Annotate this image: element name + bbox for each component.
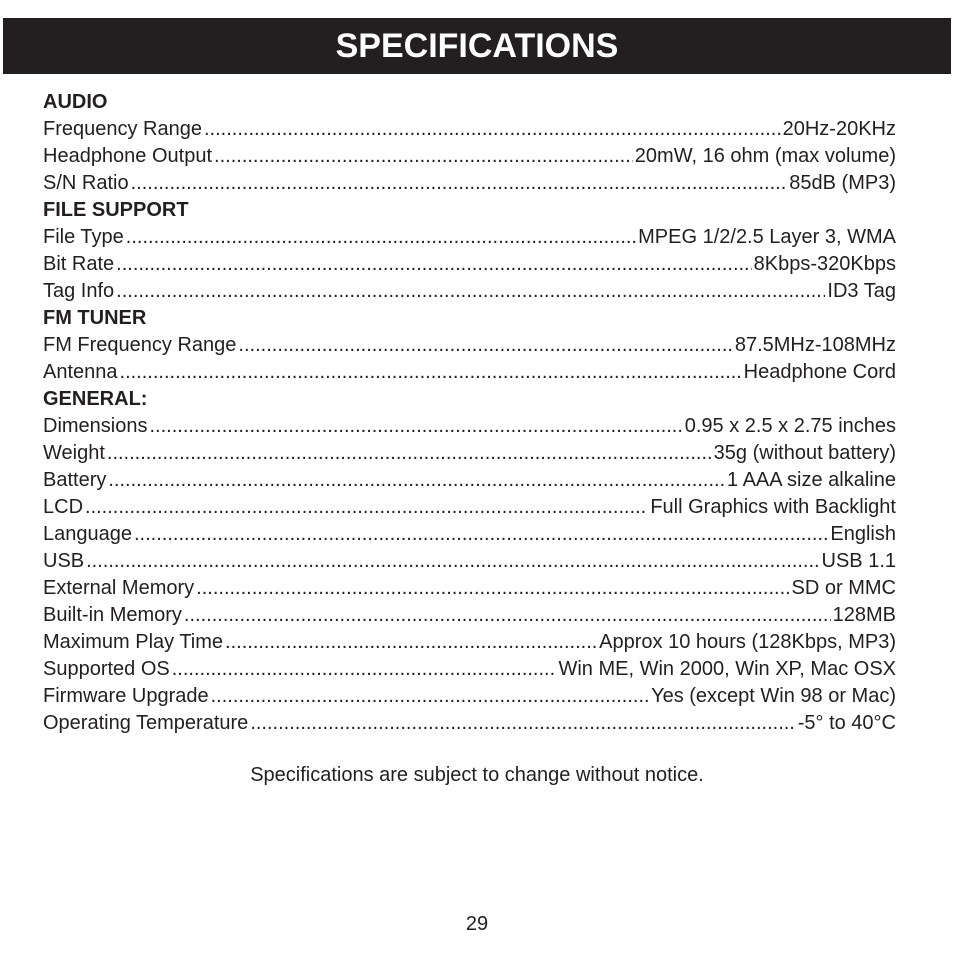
dot-leader — [225, 629, 597, 656]
spec-label: Maximum Play Time — [43, 631, 224, 653]
spec-label: LCD — [43, 496, 84, 518]
dot-leader — [196, 575, 789, 602]
spec-value: ID3 Tag — [827, 280, 896, 302]
dot-leader — [126, 224, 636, 251]
dot-leader — [172, 656, 557, 683]
spec-value: 35g (without battery) — [713, 442, 896, 464]
spec-value: 128MB — [832, 604, 896, 626]
spec-row — [43, 710, 896, 737]
spec-label: Battery — [43, 469, 107, 491]
section-heading-file-support: FILE SUPPORT — [43, 199, 189, 221]
spec-value: Approx 10 hours (128Kbps, MP3) — [599, 631, 896, 653]
spec-label: External Memory — [43, 577, 195, 599]
spec-row — [43, 467, 896, 494]
spec-label: Language — [43, 523, 132, 545]
spec-label: Antenna — [43, 361, 118, 383]
dot-leader — [214, 143, 633, 170]
spec-row — [43, 116, 896, 143]
spec-row — [43, 521, 896, 548]
dot-leader — [211, 683, 649, 710]
spec-value: 20Hz-20KHz — [782, 118, 896, 140]
dot-leader — [116, 278, 825, 305]
section-heading-fm-tuner: FM TUNER — [43, 307, 147, 329]
dot-leader — [184, 602, 831, 629]
spec-label: Headphone Output — [43, 145, 213, 167]
spec-value: Yes (except Win 98 or Mac) — [651, 685, 896, 707]
spec-row — [43, 602, 896, 629]
dot-leader — [250, 710, 795, 737]
spec-value: English — [830, 523, 896, 545]
dot-leader — [238, 332, 732, 359]
spec-row — [43, 683, 896, 710]
spec-label: Operating Temperature — [43, 712, 249, 734]
spec-row — [43, 413, 896, 440]
spec-row — [43, 278, 896, 305]
spec-row — [43, 629, 896, 656]
spec-row — [43, 548, 896, 575]
dot-leader — [134, 521, 828, 548]
dot-leader — [149, 413, 682, 440]
spec-value: 85dB (MP3) — [789, 172, 896, 194]
spec-row — [43, 332, 896, 359]
dot-leader — [86, 548, 819, 575]
spec-value: 0.95 x 2.5 x 2.75 inches — [684, 415, 896, 437]
change-notice: Specifications are subject to change without notice. — [250, 764, 704, 786]
spec-label: Built-in Memory — [43, 604, 182, 626]
section-heading-audio: AUDIO — [43, 91, 108, 113]
spec-row — [43, 359, 896, 386]
spec-value: 20mW, 16 ohm (max volume) — [634, 145, 896, 167]
spec-row — [43, 170, 896, 197]
spec-row — [43, 440, 896, 467]
page-number: 29 — [465, 913, 489, 935]
spec-value: Headphone Cord — [743, 361, 896, 383]
spec-row — [43, 656, 896, 683]
spec-row — [43, 224, 896, 251]
spec-label: Bit Rate — [43, 253, 115, 275]
spec-row — [43, 575, 896, 602]
spec-value: 1 AAA size alkaline — [727, 469, 896, 491]
spec-value: Full Graphics with Backlight — [650, 496, 896, 518]
spec-label: Dimensions — [43, 415, 148, 437]
dot-leader — [116, 251, 752, 278]
section-heading-general: GENERAL: — [43, 388, 148, 410]
dot-leader — [85, 494, 648, 521]
spec-value: MPEG 1/2/2.5 Layer 3, WMA — [638, 226, 896, 248]
spec-label: Weight — [43, 442, 105, 464]
spec-value: SD or MMC — [791, 577, 896, 599]
spec-label: Supported OS — [43, 658, 170, 680]
title-banner — [3, 18, 951, 74]
spec-label: Tag Info — [43, 280, 115, 302]
spec-label: S/N Ratio — [43, 172, 129, 194]
spec-row — [43, 251, 896, 278]
page-title: SPECIFICATIONS — [335, 27, 619, 65]
dot-leader — [131, 170, 788, 197]
spec-label: File Type — [43, 226, 124, 248]
spec-value: -5° to 40°C — [797, 712, 896, 734]
spec-value: 8Kbps-320Kbps — [753, 253, 896, 275]
spec-label: Frequency Range — [43, 118, 202, 140]
spec-value: 87.5MHz-108MHz — [734, 334, 896, 356]
dot-leader — [120, 359, 742, 386]
spec-row — [43, 494, 896, 521]
dot-leader — [107, 440, 712, 467]
spec-label: FM Frequency Range — [43, 334, 237, 356]
spec-value: USB 1.1 — [821, 550, 896, 572]
dot-leader — [204, 116, 781, 143]
specifications-list — [43, 89, 896, 737]
spec-label: Firmware Upgrade — [43, 685, 209, 707]
dot-leader — [108, 467, 725, 494]
spec-row — [43, 143, 896, 170]
spec-value: Win ME, Win 2000, Win XP, Mac OSX — [558, 658, 896, 680]
spec-label: USB — [43, 550, 85, 572]
